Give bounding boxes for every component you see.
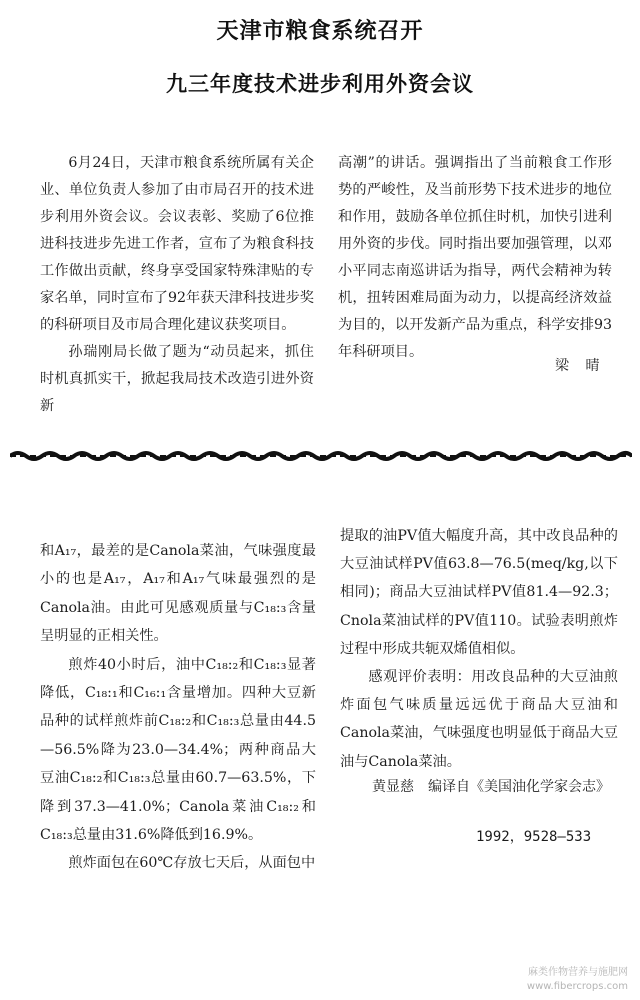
site-watermark	[527, 966, 628, 994]
article-paragraph: 和A₁₇，最差的是Canola菜油，气味强度最小的也是A₁₇，A₁₇和A₁₇气味最强烈的是Canola油。由此可见感观质量与C₁₈:₃含量呈明显的正相关性。	[40, 543, 316, 645]
news-author-signature: 梁 晴	[555, 358, 606, 374]
news-right-column	[338, 150, 612, 366]
article-paragraph: 提取的油PV值大幅度升高，其中改良品种的大豆油试样PV值63.8—76.5(meq/kg,以下相同)；商品大豆油试样PV值81.4—92.3；Cnola菜油试样的PV值110。试验表明煎炸过程中形成共轭双烯值相似。	[340, 528, 618, 657]
article-paragraph: 煎炸面包在60℃存放七天后，从面包中	[68, 855, 316, 872]
news-paragraph: 孙瑞刚局长做了题为“动员起来，抓住时机真抓实干，掀起我局技术改造引进外资新	[40, 344, 314, 414]
news-left-column	[40, 150, 314, 420]
watermark-line: www.fibercrops.com	[526, 981, 628, 992]
article-paragraph: 感观评价表明：用改良品种的大豆油煎炸面包气味质量远远优于商品大豆油和Canola菜油，气味强度也明显低于商品大豆油与Canola菜油。	[340, 669, 618, 770]
news-paragraph-continued: 高潮”的讲话。强调指出了当前粮食工作形势的严峻性，及当前形势下技术进步的地位和作用，鼓励各单位抓住时机，加快引进利用外资的步伐。同时指出要加强管理，以邓小平同志南巡讲话为指导，两代会精神为转机，扭转困难局面为动力，以提高经济效益为目的，以开发新产品为重点，科学安排93年科研项目。	[338, 155, 612, 360]
news-paragraph: 6月24日，天津市粮食系统所属有关企业、单位负责人参加了由市局召开的技术进步利用外资会议。会议表彰、奖励了6位推进科技进步先进工作者，宣布了为粮食科技工作做出贡献，终身享受国家特殊津贴的专家名单，同时宣布了92年获天津科技进步奖的科研项目及市局合理化建议获奖项目。	[40, 155, 314, 333]
headline-line-2: 九三年度技术进步利用外资会议	[166, 72, 474, 96]
article-left-column	[40, 537, 316, 878]
headline-line-1: 天津市粮食系统召开	[216, 19, 424, 44]
watermark-line: 麻类作物营养与施肥网	[528, 967, 628, 978]
article-citation: 1992，9528—533	[476, 829, 592, 845]
section-divider	[10, 448, 632, 464]
article-right-column	[340, 522, 618, 776]
article-paragraph: 煎炸40小时后，油中C₁₈:₂和C₁₈:₃显著降低，C₁₈:₁和C₁₆:₁含量增加。四种大豆新品种的试样煎炸前C₁₈:₂和C₁₈:₃总量由44.5—56.5%降为23.0—34.4%；两种商品大豆油C₁₈:₂和C₁₈:₃总量由60.7—63.5%，下降到37.3—41.0%；Canola菜油C₁₈:₂和C₁₈:₃总量由31.6%降低到16.9%。	[40, 656, 316, 844]
article-source-credit: 黄显慈 编译自《美国油化学家会志》	[372, 779, 610, 795]
